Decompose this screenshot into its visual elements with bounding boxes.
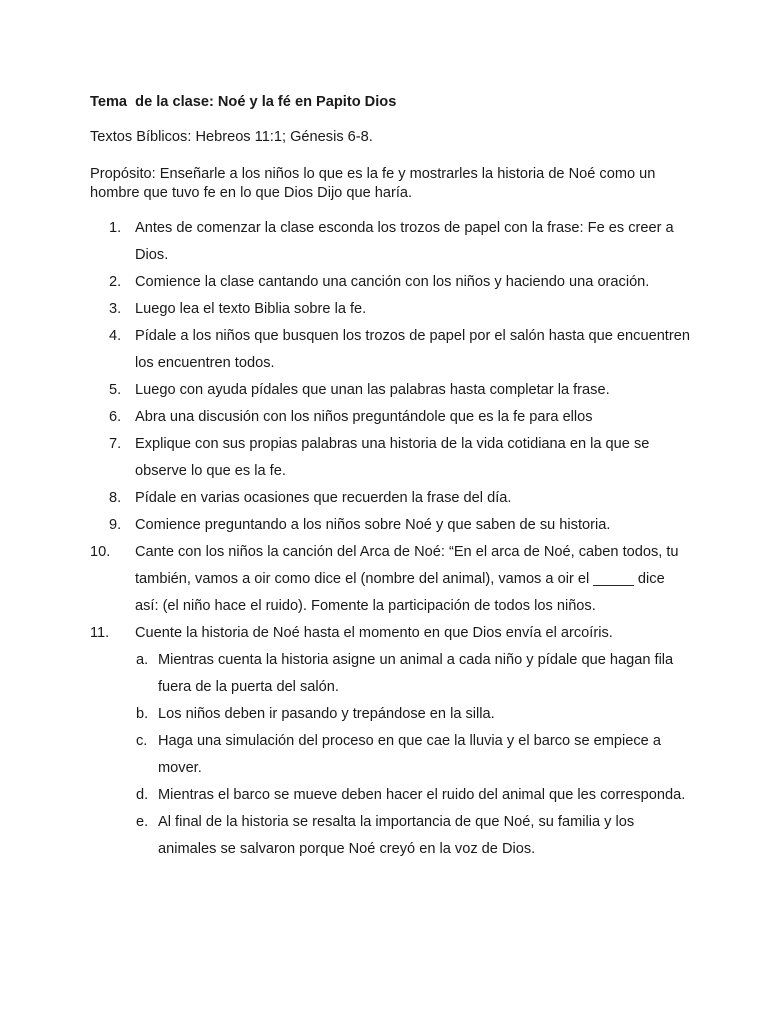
list-item [90,620,690,863]
list-item-text: Cuente la historia de Noé hasta el momento en que Dios envía el arcoíris. [135,625,613,641]
list-item [90,431,690,485]
sub-list-item-text: Haga una simulación del proceso en que cae la lluvia y el barco se empiece a mover. [158,733,661,776]
sub-list-item [135,701,690,728]
document-title: Tema de la clase: Noé y la fé en Papito Dios [90,94,397,110]
list-item-text: Cante con los niños la canción del Arca de Noé: “En el arca de Noé, caben todos, tu también, vamos a oir como dice el (nombre del animal), vamos a oir el _____ dice así: (el niño hace el ruido). Fomente la participación de todos los niños. [135,544,679,614]
steps-list [90,215,690,863]
list-number: 9. [109,517,122,533]
list-item [90,512,690,539]
list-item [90,404,690,431]
list-item [90,215,690,269]
sub-list-item-text: Al final de la historia se resalta la importancia de que Noé, su familia y los animales se salvaron porque Noé creyó en la voz de Dios. [158,814,635,857]
substeps-list [135,647,690,863]
list-item [90,539,690,620]
list-item [90,485,690,512]
list-number: 1. [109,220,122,236]
list-item-text: Luego lea el texto Biblia sobre la fe. [135,301,367,317]
sub-list-item-text: Mientras cuenta la historia asigne un animal a cada niño y pídale que hagan fila fuera de la puerta del salón. [158,652,674,695]
list-number: 7. [109,436,122,452]
list-item-text: Explique con sus propias palabras una historia de la vida cotidiana en la que se observe lo que es la fe. [135,436,650,479]
list-number: 10. [90,544,111,560]
list-number: 8. [109,490,122,506]
sub-list-item [135,782,690,809]
biblical-texts: Textos Bíblicos: Hebreos 11:1; Génesis 6-8. [90,129,373,145]
list-number: 6. [109,409,122,425]
list-item-text: Pídale en varias ocasiones que recuerden la frase del día. [135,490,512,506]
list-item-text: Abra una discusión con los niños preguntándole que es la fe para ellos [135,409,593,425]
list-number: 2. [109,274,122,290]
list-item [90,323,690,377]
sub-list-item [135,647,690,701]
sub-list-item [135,728,690,782]
list-number: 11. [90,625,110,641]
document-page [90,92,690,863]
list-number: 4. [109,328,122,344]
list-item-text: Pídale a los niños que busquen los trozos de papel por el salón hasta que encuentren los encuentren todos. [135,328,690,371]
list-letter: d. [136,787,149,803]
list-item [90,296,690,323]
list-item-text: Comience preguntando a los niños sobre Noé y que saben de su historia. [135,517,611,533]
list-letter: b. [136,706,149,722]
list-letter: e. [136,814,149,830]
purpose-paragraph: Propósito: Enseñarle a los niños lo que es la fe y mostrarles la historia de Noé como un hombre que tuvo fe en lo que Dios Dijo que haría. [90,166,656,201]
list-item-text: Comience la clase cantando una canción con los niños y haciendo una oración. [135,274,650,290]
list-number: 3. [109,301,122,317]
list-item [90,377,690,404]
list-item-text: Antes de comenzar la clase esconda los trozos de papel con la frase: Fe es creer a Dios. [135,220,674,263]
sub-list-item [135,809,690,863]
sub-list-item-text: Los niños deben ir pasando y trepándose en la silla. [158,706,495,722]
list-number: 5. [109,382,122,398]
list-letter: a. [136,652,149,668]
sub-list-item-text: Mientras el barco se mueve deben hacer el ruido del animal que les corresponda. [158,787,686,803]
list-letter: c. [136,733,148,749]
list-item [90,269,690,296]
list-item-text: Luego con ayuda pídales que unan las palabras hasta completar la frase. [135,382,610,398]
